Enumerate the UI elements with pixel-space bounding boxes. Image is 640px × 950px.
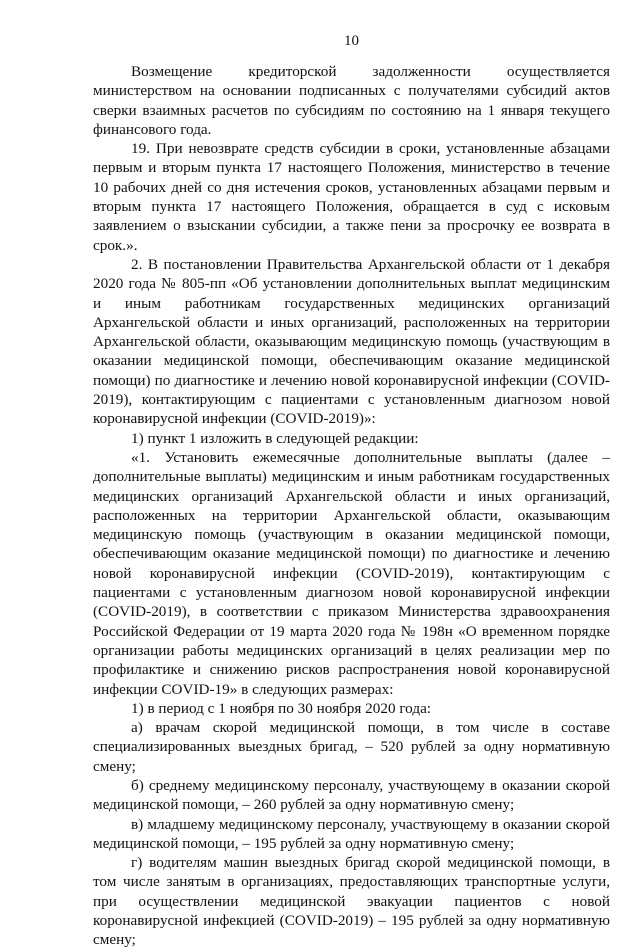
paragraph-new-point-1: «1. Установить ежемесячные дополнительные выплаты (далее – дополнительные выплаты) медицинским и иным работникам государственных медицинских организаций Архангельской области и иных организаций, расположенных на территории Архангельской области, оказывающим медицинскую помощь (участвующим в оказании медицинской помощи, обеспечивающим оказание медицинской помощи) по диагностике и лечению новой коронавирусной инфекции (COVID-2019), контактирующим с пациентами с установленным диагнозом новой коронавирусной инфекции (COVID-2019), в соответствии с приказом Министерства здравоохранения Российской Федерации от 19 марта 2020 года № 198н «О временном порядке организации работы медицинских организаций в целях реализации мер по профилактике и снижению рисков распространения новой коронавирусной инфекции COVID-19» в следующих размерах:: [93, 448, 610, 698]
paragraph-item-19: 19. При невозврате средств субсидии в сроки, установленные абзацами первым и вторым пункта 17 настоящего Положения, министерство в течение 10 рабочих дней со дня истечения сроков, установленных абзацами первым и вторым пункта 17 настоящего Положения, обращается в суд с исковым заявлением о взыскании субсидии, а также пени за просрочку ее возврата в срок.».: [93, 140, 610, 254]
document-body: [93, 62, 610, 950]
paragraph-subitem-1: 1) пункт 1 изложить в следующей редакции:: [131, 429, 419, 447]
paragraph-junior-staff: в) младшему медицинскому персоналу, участвующему в оказании скорой медицинской помощи, – 195 рублей за одну нормативную смену;: [93, 815, 610, 852]
page-number: 10: [344, 33, 359, 49]
paragraph-nurses: б) среднему медицинскому персоналу, участвующему в оказании скорой медицинской помощи, – 260 рублей за одну нормативную смену;: [93, 776, 610, 814]
paragraph-doctors: а) врачам скорой медицинской помощи, в том числе в составе специализированных выездных бригад, – 520 рублей за одну нормативную смену;: [93, 719, 610, 775]
paragraph-item-2: 2. В постановлении Правительства Архангельской области от 1 декабря 2020 года № 805-пп «Об установлении дополнительных выплат медицинским и иным работникам государственных медицинских организаций Архангельской области и иных организаций, расположенных на территории Архангельской области, оказывающим медицинскую помощь (участвующим в оказании медицинской помощи, обеспечивающим оказание медицинской помощи) по диагностике и лечению новой коронавирусной инфекции (COVID-2019), контактирующим с пациентами с установленным диагнозом новой коронавирусной инфекции (COVID-2019)»:: [93, 255, 610, 428]
paragraph-drivers: г) водителям машин выездных бригад скорой медицинской помощи, в том числе занятым в организациях, предоставляющих транспортные услуги, при осуществлении медицинской эвакуации пациентов с новой коронавирусной инфекцией (COVID-2019) – 195 рублей за одну нормативную смену;: [93, 854, 610, 949]
paragraph-period: 1) в период с 1 ноября по 30 ноября 2020 года:: [131, 699, 432, 717]
paragraph-reimbursement: Возмещение кредиторской задолженности осуществляется министерством на основании подписанных с получателями субсидий актов сверки взаимных расчетов по субсидиям по состоянию на 1 января текущего финансового года.: [93, 63, 610, 138]
